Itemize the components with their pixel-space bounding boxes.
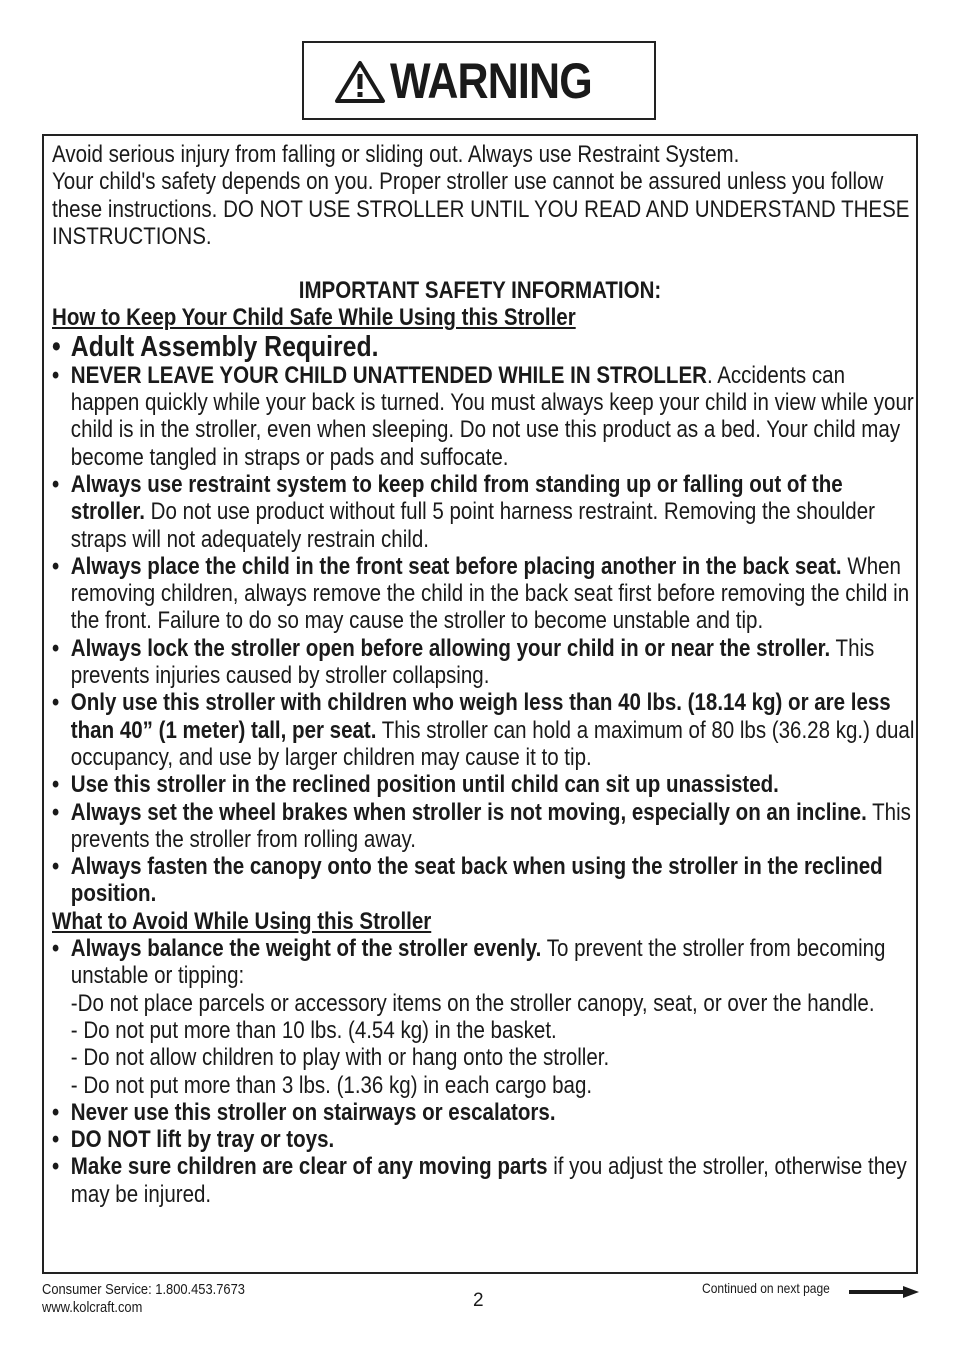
item-text: When removing children, always remove the child in the back seat first before removing the child in the front. Failure to do so may cause the stroller to become unstable and tip. xyxy=(70,552,910,635)
footer-contact xyxy=(42,1281,245,1317)
section1-list xyxy=(52,332,916,908)
item-bold: Never use this stroller on stairways or escalators. xyxy=(70,1098,556,1126)
list-item xyxy=(52,553,916,635)
section2-list xyxy=(52,935,916,990)
item-text: Do not use product without full 5 point harness restraint. Removing the shoulder straps will not adequately restrain child. xyxy=(70,498,875,553)
section2-title: What to Avoid While Using this Stroller xyxy=(52,907,432,935)
consumer-service-phone: Consumer Service: 1.800.453.7673 xyxy=(42,1281,245,1298)
warning-triangle-icon xyxy=(334,60,386,104)
item-bold: Always lock the stroller open before allowing your child in or near the stroller. xyxy=(70,634,831,662)
list-item xyxy=(52,332,916,362)
list-item xyxy=(52,799,916,854)
safety-info-box xyxy=(42,134,918,1274)
continued-label: Continued on next page xyxy=(702,1280,830,1296)
warning-title: WARNING xyxy=(389,52,592,109)
section2-list-more xyxy=(52,1099,916,1208)
warning-banner xyxy=(302,41,656,120)
item-bold: Use this stroller in the reclined position until child can sit up unassisted. xyxy=(70,771,779,799)
item-text: This prevents the stroller from rolling away. xyxy=(70,798,911,853)
item-bold: NEVER LEAVE YOUR CHILD UNATTENDED WHILE IN STROLLER xyxy=(70,361,707,389)
item-bold: Always place the child in the front seat before placing another in the back seat. xyxy=(70,552,842,580)
item-bold: DO NOT lift by tray or toys. xyxy=(70,1126,335,1154)
list-item xyxy=(52,1126,916,1153)
item-bold: Only use this stroller with children who weigh less than 40 lbs. (18.14 kg) or are less than 40” (1 meter) tall, per seat. xyxy=(70,689,891,744)
intro-line-2: Your child's safety depends on you. Proper stroller use cannot be assured unless you follow these instructions. DO NOT USE STROLLER UNTIL YOU READ AND UNDERSTAND THESE INSTRUCTIONS. xyxy=(52,168,910,250)
item-text: . Accidents can happen quickly while your back is turned. You must always keep your child in view while your child is in the stroller, even when sleeping. Do not use this product as a bed. Your child may become tangled in straps or pads and suffocate. xyxy=(70,361,914,471)
page-number: 2 xyxy=(473,1290,484,1311)
item-bold: Always fasten the canopy onto the seat back when using the stroller in the reclined position. xyxy=(70,853,883,908)
item-bold: Always set the wheel brakes when stroller is not moving, especially on an incline. xyxy=(70,798,867,826)
balance-subitem: - Do not allow children to play with or hang onto the stroller. xyxy=(70,1044,610,1072)
item-text: This stroller can hold a maximum of 80 lbs (36.28 kg.) dual occupancy, and use by larger children may cause it to tip. xyxy=(70,716,915,771)
list-item xyxy=(52,362,916,471)
list-item xyxy=(52,635,916,690)
item-text: To prevent the stroller from becoming unstable or tipping: xyxy=(70,935,886,990)
list-item xyxy=(52,853,916,908)
list-item xyxy=(52,689,916,771)
item-bold: Adult Assembly Required. xyxy=(70,330,379,363)
item-text: if you adjust the stroller, otherwise they may be injured. xyxy=(70,1153,907,1208)
list-item xyxy=(52,1153,916,1208)
balance-subitem: - Do not put more than 3 lbs. (1.36 kg) in each cargo bag. xyxy=(70,1071,593,1099)
balance-subitem: - Do not put more than 10 lbs. (4.54 kg) in the basket. xyxy=(70,1016,557,1044)
list-item xyxy=(52,471,916,553)
item-bold: Always balance the weight of the stroller evenly. xyxy=(70,935,542,963)
important-heading: IMPORTANT SAFETY INFORMATION: xyxy=(298,277,662,305)
arrow-right-icon xyxy=(849,1285,919,1299)
item-bold: Always use restraint system to keep child from standing up or falling out of the stroller. xyxy=(70,470,843,526)
list-item xyxy=(52,771,916,798)
section1-title: How to Keep Your Child Safe While Using this Stroller xyxy=(52,304,576,332)
balance-subitem: -Do not place parcels or accessory items on the stroller canopy, seat, or over the handle. xyxy=(70,989,875,1017)
section-keep-safe xyxy=(52,304,916,1208)
list-item xyxy=(52,935,916,990)
intro-line-1: Avoid serious injury from falling or sliding out. Always use Restraint System. xyxy=(52,141,740,168)
item-bold: Make sure children are clear of any moving parts xyxy=(70,1153,548,1181)
website-link[interactable]: www.kolcraft.com xyxy=(42,1299,143,1316)
item-text: This prevents injuries caused by stroller collapsing. xyxy=(70,634,875,690)
intro-paragraph xyxy=(52,141,916,250)
list-item xyxy=(52,1099,916,1126)
